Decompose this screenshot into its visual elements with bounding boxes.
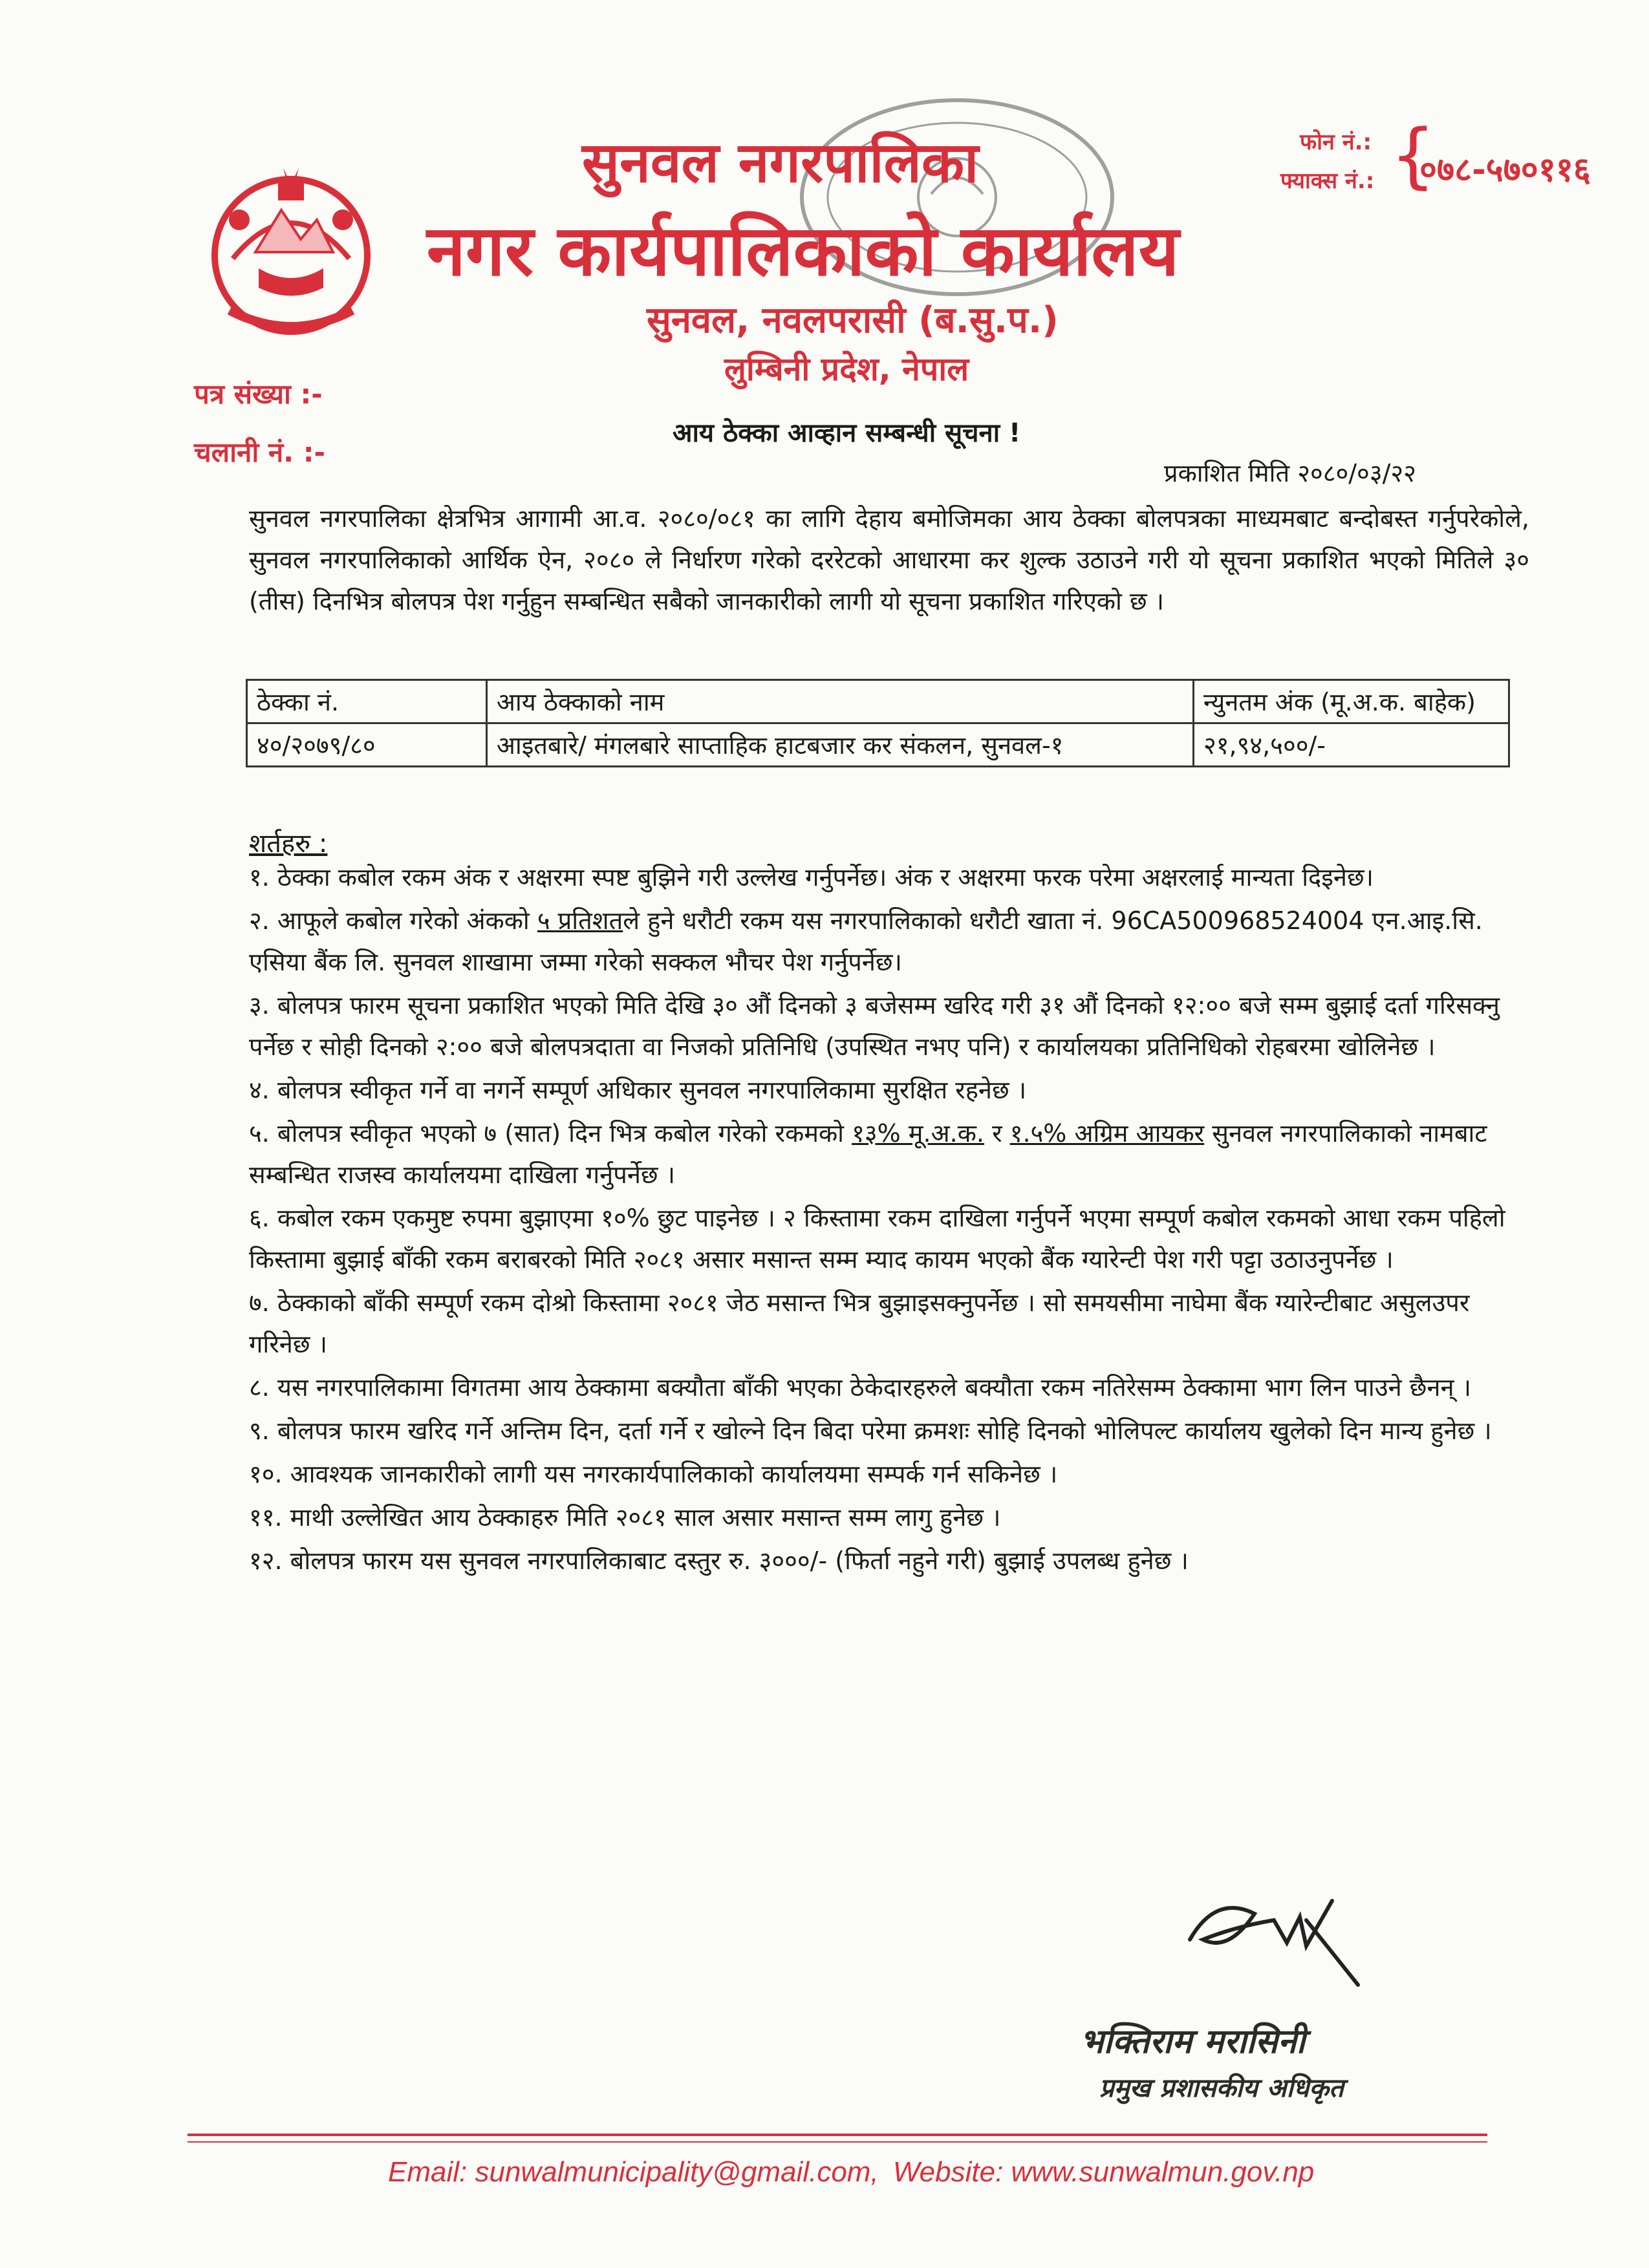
terms-list [249,857,1516,1583]
municipality-name: सुनवल नगरपालिका [582,131,979,195]
phone-number: ०७८-५७०११६ [1419,151,1591,189]
term-item: १२. बोलपत्र फारम यस सुनवल नगरपालिकाबाट दस्तुर रु. ३०००/- (फिर्ता नहुने गरी) बुझाई उपलब्ध हुनेछ । [249,1546,1189,1575]
term-item: ६. कबोल रकम एकमुष्ट रुपमा बुझाएमा १०% छुट पाइनेछ । २ किस्तामा रकम दाखिला गर्नुपर्ने भएमा सम्पूर्ण कबोल रकमको आधा रकम पहिलो किस्तामा बुझाई बाँकी रकम बराबरको मिति २०८१ असार मसान्त सम्म म्याद कायम भएको बैंक ग्यारेन्टी पेश गरी पट्टा उठाउनुपर्नेछ । [249,1204,1505,1274]
brace-glyph: { [1390,114,1436,197]
table-row [247,723,1509,767]
term-item: ३. बोलपत्र फारम सूचना प्रकाशित भएको मिति देखि ३० औं दिनको ३ बजेसम्म खरिद गरी ३१ औं दिनको १२:०० बजे सम्म बुझाई दर्ता गरिसक्नु पर्नेछ र सोही दिनको २:०० बजे बोलपत्रदाता वा निजको प्रतिनिधि (उपस्थित नभए पनि) र कार्यालयका प्रतिनिधिको रोहबरमा खोलिनेछ । [249,991,1500,1061]
footer-email: Email: sunwalmunicipality@gmail.com, [388,2156,879,2188]
column-header: न्युनतम अंक (मू.अ.क. बाहेक) [1193,680,1509,723]
term-item [249,1113,1516,1195]
term-underlined: १३% मू.अ.क. [852,1119,984,1148]
province-country: लुम्बिनी प्रदेश, नेपाल [724,350,969,388]
footer-divider [188,2141,1487,2143]
tender-name-cell: आइतबारे/ मंगलबारे साप्ताहिक हाटबजार कर संकलन, सुनवल-१ [486,723,1193,767]
term-item: १. ठेक्का कबोल रकम अंक र अक्षरमा स्पष्ट बुझिने गरी उल्लेख गर्नुपर्नेछ। अंक र अक्षरमा फरक परेमा अक्षरलाई मान्यता दिइनेछ। [249,863,1374,892]
dispatch-number-label: चलानी नं. :- [194,436,325,468]
term-underlined: ५ प्रतिशत [537,906,623,935]
footer-website: Website: www.sunwalmun.gov.np [892,2156,1315,2188]
footer-divider [188,2134,1487,2136]
term-text: २. आफूले कबोल गरेको अंकको [249,906,537,935]
term-item: ४. बोलपत्र स्वीकृत गर्ने वा नगर्ने सम्पूर्ण अधिकार सुनवल नगरपालिकामा सुरक्षित रहनेछ । [249,1076,1027,1104]
term-text: सुनवल नगरपालिकाको नामबाट सम्बन्धित राजस्व कार्यालयमा दाखिला गर्नुपर्नेछ । [249,1119,1487,1189]
notice-title: आय ठेक्का आव्हान सम्बन्धी सूचना ! [673,418,1021,448]
column-header: ठेक्का नं. [247,680,487,723]
term-underlined: १.५% अग्रिम आयकर [1009,1119,1205,1148]
term-text: ले हुने धरौटी रकम यस नगरपालिकाको धरौटी खाता नं. 96CA500968524004 एन.आइ.सि. एसिया बैंक लि. सुनवल शाखामा जम्मा गरेको सक्कल भौचर पेश गर्नुपर्नेछ। [249,906,1483,976]
signatory-name: भक्तिराम मरासिनी [1080,2022,1306,2061]
term-item: ८. यस नगरपालिकामा विगतमा आय ठेक्कामा बक्यौता बाँकी भएका ठेकेदारहरुले बक्यौता रकम नतिरेसम्म ठेक्कामा भाग लिन पाउने छैनन् । [249,1373,1472,1402]
terms-heading: शर्तहरु : [249,829,328,859]
phone-label: फोन नं.: [1300,129,1372,155]
letter-number-label: पत्र संख्या :- [194,378,323,410]
published-date: प्रकाशित मिति २०८०/०३/२२ [1164,459,1416,487]
footer-contact [388,2156,1320,2188]
nepal-emblem-icon [194,149,388,343]
table-header-row [247,680,1509,723]
minimum-amount-cell: २१,९४,५००/- [1193,723,1509,767]
term-text: ५. बोलपत्र स्वीकृत भएको ७ (सात) दिन भित्र कबोल गरेको रकमको [249,1119,852,1148]
office-address: सुनवल, नवलपरासी (ब.सु.प.) [647,299,1059,341]
term-item: ७. ठेक्काको बाँकी सम्पूर्ण रकम दोश्रो किस्तामा २०८१ जेठ मसान्त भित्र बुझाइसक्नुपर्नेछ । सो समयसीमा नाघेमा बैंक ग्यारेन्टीबाट असुलउपर गरिनेछ । [249,1289,1470,1358]
tender-table [246,679,1510,767]
fax-label: फ्याक्स नं.: [1280,168,1375,194]
office-name: नगर कार्यपालिकाको कार्यालय [427,211,1180,292]
notice-intro: सुनवल नगरपालिका क्षेत्रभित्र आगामी आ.व. २०८०/०८१ का लागि देहाय बमोजिमका आय ठेक्का बोलपत्रका माध्यमबाट बन्दोबस्त गर्नुपरेकोले, सुनवल नगरपालिकाको आर्थिक ऐन, २०८० ले निर्धारण गरेको दररेटको आधारमा कर शुल्क उठाउने गरी यो सूचना प्रकाशित भएको मितिले ३० (तीस) दिनभित्र बोलपत्र पेश गर्नुहुन सम्बन्धित सबैको जानकारीको लागी यो सूचना प्रकाशित गरिएको छ । [249,504,1529,615]
term-text: र [984,1119,1010,1148]
signatory-title: प्रमुख प्रशासकीय अधिकृत [1099,2073,1344,2103]
term-item: १०. आवश्यक जानकारीको लागी यस नगरकार्यपालिकाको कार्यालयमा सम्पर्क गर्न सकिनेछ । [249,1460,1058,1488]
term-item: ११. माथी उल्लेखित आय ठेक्काहरु मिति २०८१ साल असार मसान्त सम्म लागु हुनेछ । [249,1503,1001,1532]
column-header: आय ठेक्काको नाम [486,680,1193,723]
term-item [249,900,1516,983]
term-item: ९. बोलपत्र फारम खरिद गर्ने अन्तिम दिन, दर्ता गर्ने र खोल्ने दिन बिदा परेमा क्रमशः सोहि दिनको भोलिपल्ट कार्यालय खुलेको दिन मान्य हुनेछ । [249,1417,1492,1445]
tender-number-cell: ४०/२०७९/८० [247,723,487,767]
signature-mark [1177,1881,1371,1991]
